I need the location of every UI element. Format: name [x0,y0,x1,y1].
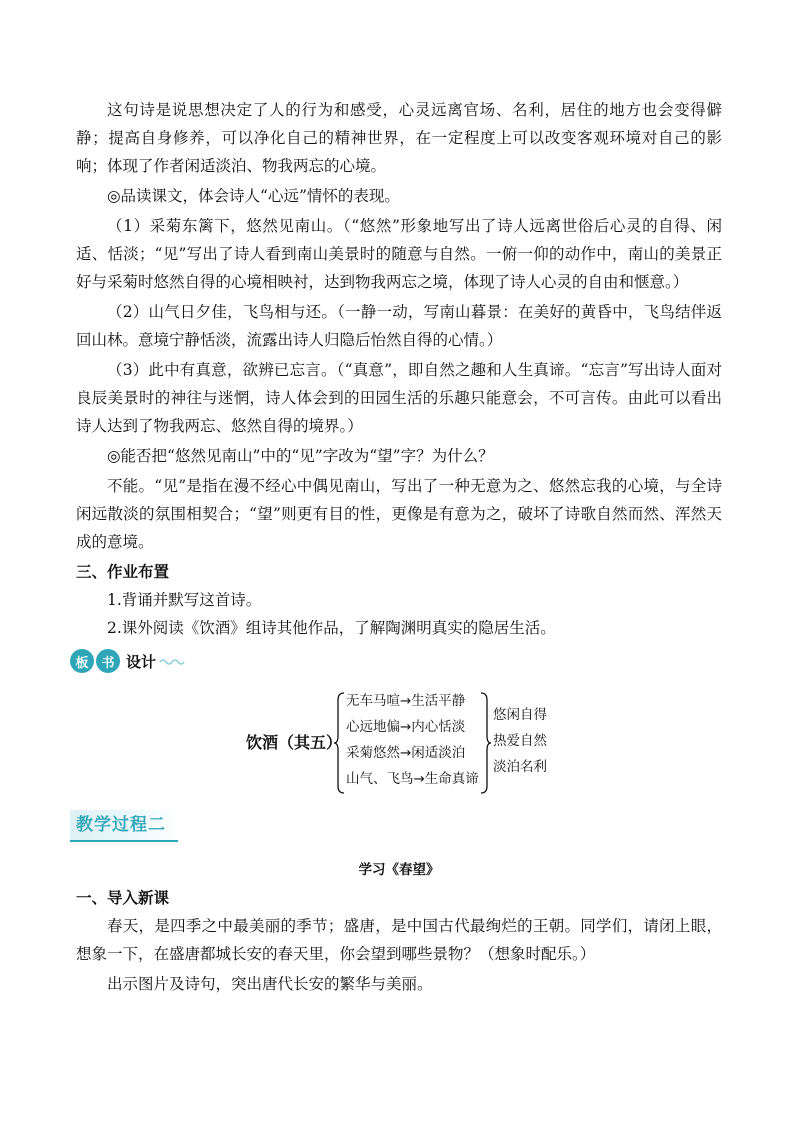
board-title: 饮酒（其五） [246,733,343,752]
wave-icon [159,656,189,666]
left-brace-icon [333,692,345,794]
paragraph: 春天，是四季之中最美丽的季节；盛唐，是中国古代最绚烂的王朝。同学们，请闭上眼，想象一下，在盛唐都城长安的春天里，你会望到哪些景物？（想象时配乐。） [76,917,722,963]
paragraph: 出示图片及诗句，突出唐代长安的繁华与美丽。 [107,975,433,993]
lesson-title: 学习《春望》 [358,862,440,878]
board-item: 心远地偏→内心恬淡 [346,719,466,735]
section-heading: 一、导入新课 [76,889,170,907]
section-heading: 三、作业布置 [76,563,170,581]
right-brace-icon [480,692,492,794]
question-prompt: ◎品读课文，体会诗人“心远”情怀的表现。 [107,187,400,205]
paragraph: （3）此中有真意，欲辨已忘言。（“真意”，即自然之趣和人生真谛。“忘言”写出诗人面对良辰美景时的神往与迷惘，诗人体会到的田园生活的乐趣只能意会，不可言传。由此可以看出诗人达到了物我两忘、悠然自得的境界。） [76,361,722,435]
board-item: 悠闲自得 [493,707,547,723]
board-item: 山气、飞鸟→生命真谛 [346,771,479,787]
board-design [76,688,722,798]
paragraph: 不能。“见”是指在漫不经心中偶见南山，写出了一种无意为之、悠然忘我的心境，与全诗闲远散淡的氛围相契合；“望”则更有目的性，更像是有意为之，破坏了诗歌自然而然、浑然天成的意境。 [76,477,722,551]
paragraph: （1）采菊东篱下，悠然见南山。（“悠然”形象地写出了诗人远离世俗后心灵的自得、闲适、恬淡；“见”写出了诗人看到南山美景时的随意与自然。一俯一仰的动作中，南山的美景正好与采菊时悠然自得的心境相映衬，达到物我两忘之境，体现了诗人心灵的自由和惬意。） [76,217,722,291]
board-item: 采菊悠然→闲适淡泊 [346,745,466,761]
document-page [76,96,722,1000]
board-item: 无车马喧→生活平静 [346,693,466,709]
banner-text: 设计 [126,652,157,671]
question-prompt: ◎能否把“悠然见南山”中的“见”字改为“望”字？为什么？ [107,447,494,465]
list-item: 2.课外阅读《饮酒》组诗其他作品，了解陶渊明真实的隐居生活。 [107,619,556,637]
banner-badge: 书 [96,649,120,673]
paragraph: （2）山气日夕佳，飞鸟相与还。（一静一动，写南山暮景：在美好的黄昏中，飞鸟结伴返回山林。意境宁静恬淡，流露出诗人归隐后怡然自得的心情。） [76,303,722,349]
process-banner: 教学过程二 [70,810,178,842]
board-item: 淡泊名利 [493,759,547,775]
paragraph: 这句诗是说思想决定了人的行为和感受，心灵远离官场、名利，居住的地方也会变得僻静；提高自身修养，可以净化自己的精神世界，在一定程度上可以改变客观环境对自己的影响；体现了作者闲适淡泊、物我两忘的心境。 [76,101,722,175]
board-design-banner [70,646,722,676]
banner-badge: 板 [70,649,94,673]
board-right-items [493,702,547,780]
board-left-items [346,688,479,792]
board-item: 热爱自然 [493,733,547,749]
list-item: 1.背诵并默写这首诗。 [107,591,262,609]
